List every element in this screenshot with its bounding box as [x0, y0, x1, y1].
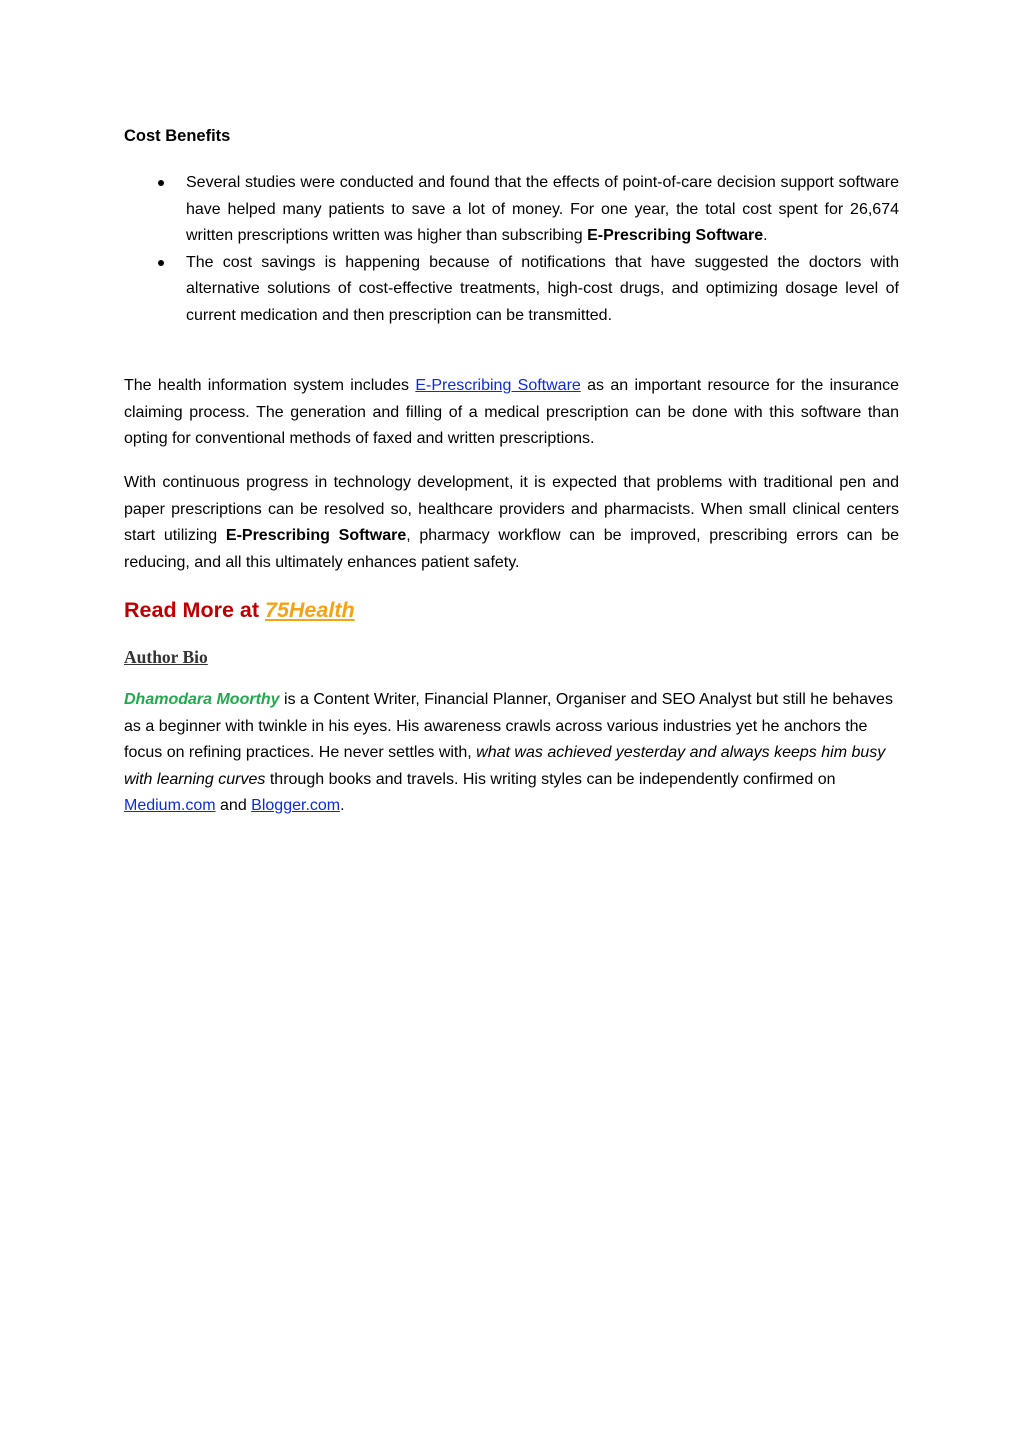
list-item	[124, 250, 899, 330]
medium-link[interactable]: Medium.com	[124, 797, 216, 815]
read-more-label: Read More at	[124, 598, 265, 622]
read-more-heading	[124, 596, 355, 624]
bullet-text: Several studies were conducted and found that the effects of point-of-care decision support software have helped many patients to save a lot of money. For one year, the total cost spent for 26,674 written prescriptions written was higher than subscribing	[186, 174, 899, 245]
bio-text-end: .	[340, 797, 345, 815]
bullet-text-end: .	[763, 227, 768, 245]
bullet-text: The cost savings is happening because of notifications that have suggested the doctors with alternative solutions of cost-effective treatments, high-cost drugs, and optimizing dosage level of current medication and then prescription can be transmitted.	[186, 253, 899, 324]
bio-italic-text: what was achieved yesterday and always keeps him busy with learning curves	[124, 744, 886, 788]
paragraph-health-info	[124, 373, 899, 453]
paragraph-text: , pharmacy workflow can be improved, prescribing errors can be reducing, and all this ultimately enhances patient safety.	[124, 527, 899, 571]
bullet-icon	[158, 260, 164, 266]
paragraph-text: The health information system includes	[124, 377, 416, 394]
author-bio-paragraph	[124, 687, 899, 820]
bio-text-and: and	[215, 797, 252, 815]
bullet-list	[124, 170, 899, 330]
bio-text: is a Content Writer, Financial Planner, Organiser and SEO Analyst but still he behaves as a beginner with twinkle in his eyes. His awareness crawls across various industries yet he anchors the focus on refining practices. He never settles with,	[124, 691, 893, 762]
section-heading: Cost Benefits	[124, 127, 231, 145]
paragraph-text: as an important resource for the insurance claiming process. The generation and filling of a medical prescription can be done with this software than opting for conventional methods of faxed and written prescriptions.	[124, 377, 900, 448]
list-item	[124, 170, 899, 250]
bullet-icon	[158, 180, 164, 186]
author-bio-heading: Author Bio	[124, 647, 208, 667]
e-prescribing-link[interactable]: E-Prescribing Software	[415, 377, 581, 394]
paragraph-text: With continuous progress in technology development, it is expected that problems with traditional pen and paper prescriptions can be resolved so, healthcare providers and pharmacists. When small clinical centers start utilizing	[124, 474, 899, 545]
paragraph-technology	[124, 470, 899, 576]
read-more-link[interactable]: 75Health	[264, 598, 355, 622]
blogger-link[interactable]: Blogger.com	[251, 797, 341, 815]
bold-term: E-Prescribing Software	[587, 227, 764, 245]
bold-term: E-Prescribing Software	[225, 527, 407, 545]
bio-text: through books and travels. His writing styles can be independently confirmed on	[265, 770, 836, 788]
author-name: Dhamodara Moorthy	[124, 691, 280, 708]
